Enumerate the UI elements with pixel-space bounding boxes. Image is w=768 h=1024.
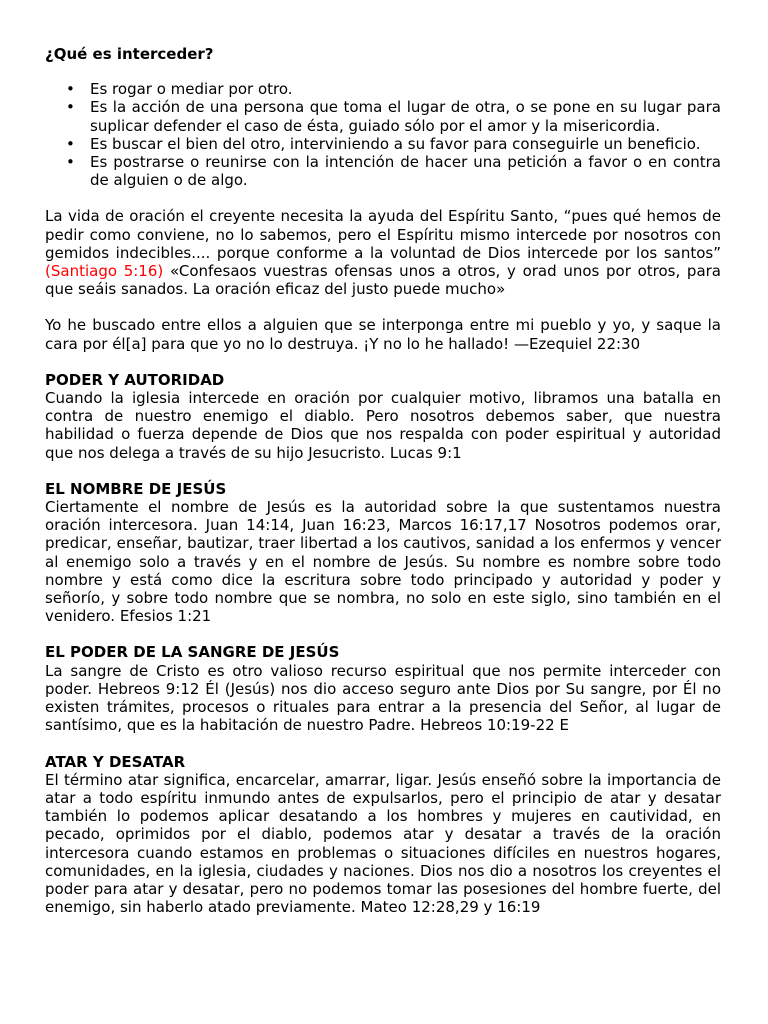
- section-heading: EL NOMBRE DE JESÚS: [45, 479, 227, 498]
- list-item: • Es la acción de una persona que toma el lugar de otra, o se pone en su lugar para suplicar defender el caso de ésta, guiado sólo por el amor y la misericordia.: [45, 98, 721, 134]
- section-nombre-jesus: [45, 480, 721, 626]
- paragraph-text: «Confesaos vuestras ofensas unos a otros, y orad unos por otros, para que seáis sanados. La oración eficaz del justo puede mucho»: [45, 262, 721, 299]
- section-heading: PODER Y AUTORIDAD: [45, 370, 225, 389]
- section-body: El término atar significa, encarcelar, amarrar, ligar. Jesús enseñó sobre la importancia de atar a todo espíritu inmundo antes de expulsarlos, pero el principio de atar y desatar también lo podemos aplicar desatando a los hombres y mujeres en cautividad, en pecado, oprimidos por el diablo, podemos atar y desatar a través de la oración intercesora cuando estamos en problemas o situaciones difíciles en nuestros hogares, comunidades, en la iglesia, ciudades y naciones. Dios nos dio a nosotros los creyentes el poder para atar y desatar, pero no podemos tomar las posesiones del hombre fuerte, del enemigo, sin haberlo atado previamente. Mateo 12:28,29 y 16:19: [45, 770, 721, 917]
- section-body: Ciertamente el nombre de Jesús es la autoridad sobre la que sustentamos nuestra oración intercesora. Juan 14:14, Juan 16:23, Marcos 16:17,17 Nosotros podemos orar, predicar, enseñar, bautizar, traer libertad a los cautivos, sanidad a los enfermos y vencer al enemigo solo a través y en el nombre de Jesús. Su nombre es nombre sobre todo nombre y está como dice la escritura sobre todo principado y autoridad y poder y señorío, y sobre todo nombre que se nombra, no solo en este siglo, sino también en el venidero. Efesios 1:21: [45, 498, 721, 626]
- section-poder-sangre: [45, 643, 721, 734]
- paragraph-text: La vida de oración el creyente necesita la ayuda del Espíritu Santo, “pues qué hemos de pedir como conviene, no lo sabemos, pero el Espíritu mismo intercede por nosotros con gemidos indecibles.... porque conforme a la voluntad de Dios intercede por los santos”: [45, 207, 721, 262]
- section-heading: ATAR Y DESATAR: [45, 752, 186, 771]
- scripture-reference: (Santiago 5:16): [45, 262, 164, 281]
- list-item: • Es postrarse o reunirse con la intención de hacer una petición a favor o en contra de alguien o de algo.: [45, 153, 721, 189]
- list-item: • Es rogar o mediar por otro.: [45, 80, 721, 98]
- section-body: Cuando la iglesia intercede en oración por cualquier motivo, libramos una batalla en contra de nuestro enemigo el diablo. Pero nosotros debemos saber, que nuestra habilidad o fuerza depende de Dios que nos respalda con poder espiritual y autoridad que nos delega a través de su hijo Jesucristo. Lucas 9:1: [45, 389, 721, 462]
- section-atar-desatar: [45, 753, 721, 917]
- section-poder-autoridad: [45, 371, 721, 462]
- ezequiel-paragraph: Yo he buscado entre ellos a alguien que se interponga entre mi pueblo y yo, y saque la cara por él[a] para que yo no lo destruya. ¡Y no lo he hallado! —Ezequiel 22:30: [45, 316, 721, 353]
- definition-list: [45, 80, 721, 189]
- section-heading: EL PODER DE LA SANGRE DE JESÚS: [45, 643, 340, 662]
- list-item: • Es buscar el bien del otro, interviniendo a su favor para conseguirle un beneficio.: [45, 135, 721, 153]
- intro-paragraph: [45, 207, 721, 298]
- section-body: La sangre de Cristo es otro valioso recurso espiritual que nos permite interceder con poder. Hebreos 9:12 Él (Jesús) nos dio acceso seguro ante Dios por Su sangre, por Él no existen trámites, procesos o rituales para entrar a la presencia del Señor, al lugar de santísimo, que es la habitación de nuestro Padre. Hebreos 10:19-22 E: [45, 661, 721, 735]
- document-title: ¿Qué es interceder?: [45, 45, 214, 63]
